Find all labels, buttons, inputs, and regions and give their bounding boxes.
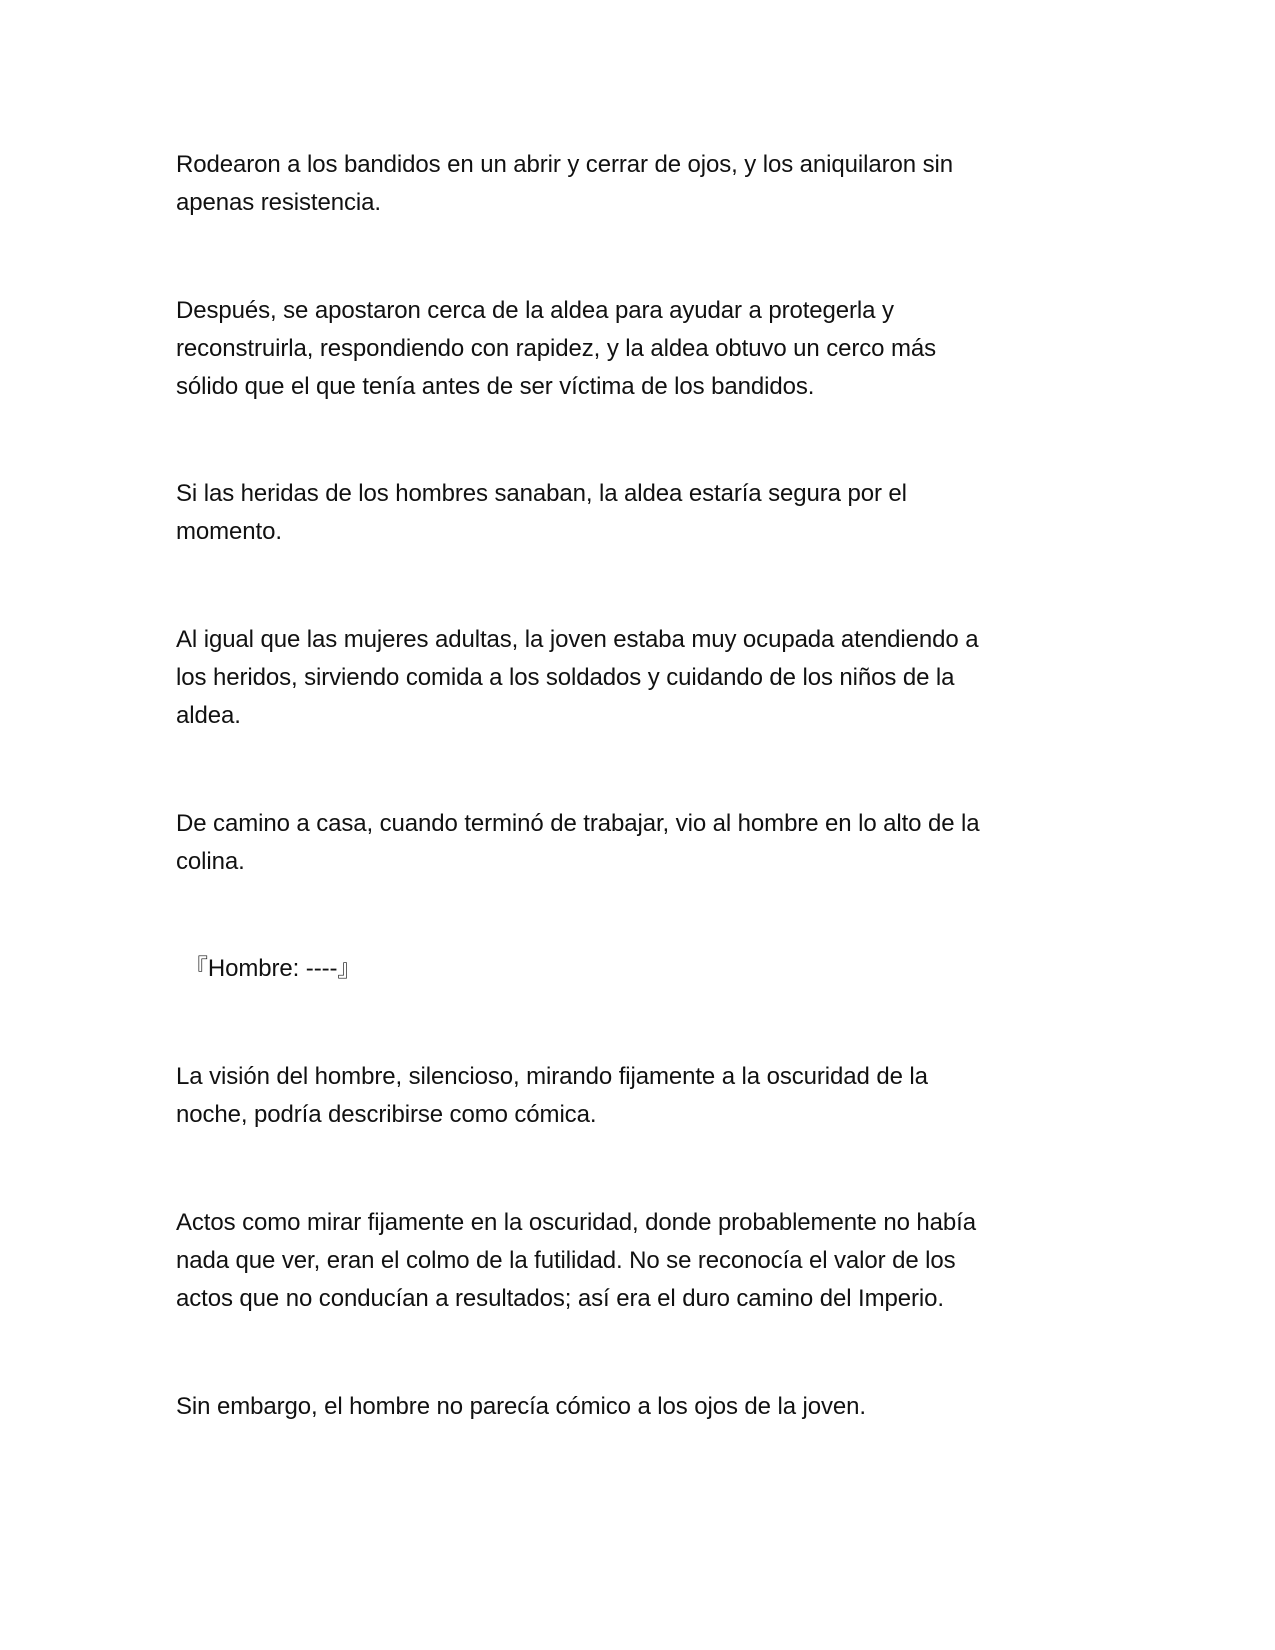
paragraph-line: nada que ver, eran el colmo de la futilidad. No se reconocía el valor de los bbox=[176, 1247, 956, 1274]
paragraph-line: actos que no conducían a resultados; así era el duro camino del Imperio. bbox=[176, 1285, 944, 1312]
paragraph-line: De camino a casa, cuando terminó de trabajar, vio al hombre en lo alto de la bbox=[176, 810, 980, 837]
paragraph-line: Sin embargo, el hombre no parecía cómico a los ojos de la joven. bbox=[176, 1393, 866, 1420]
paragraph-line: aldea. bbox=[176, 702, 241, 729]
paragraph-line: momento. bbox=[176, 518, 282, 545]
paragraph-line: noche, podría describirse como cómica. bbox=[176, 1101, 597, 1128]
paragraph-line: Actos como mirar fijamente en la oscuridad, donde probablemente no había bbox=[176, 1209, 976, 1236]
paragraph-line: Si las heridas de los hombres sanaban, la aldea estaría segura por el bbox=[176, 480, 907, 507]
paragraph-line: Después, se apostaron cerca de la aldea para ayudar a protegerla y bbox=[176, 297, 894, 324]
paragraph-line: los heridos, sirviendo comida a los soldados y cuidando de los niños de la bbox=[176, 664, 955, 691]
paragraph-line: La visión del hombre, silencioso, mirando fijamente a la oscuridad de la bbox=[176, 1063, 928, 1090]
paragraph-line: reconstruirla, respondiendo con rapidez, y la aldea obtuvo un cerco más bbox=[176, 335, 937, 362]
dialogue-line: 『Hombre: ----』 bbox=[184, 955, 362, 982]
paragraph-line: Rodearon a los bandidos en un abrir y cerrar de ojos, y los aniquilaron sin bbox=[176, 151, 953, 178]
paragraph-line: colina. bbox=[176, 848, 245, 875]
paragraph-line: Al igual que las mujeres adultas, la joven estaba muy ocupada atendiendo a bbox=[176, 626, 979, 653]
paragraph-line: sólido que el que tenía antes de ser víctima de los bandidos. bbox=[176, 373, 815, 400]
paragraph-line: apenas resistencia. bbox=[176, 189, 381, 216]
